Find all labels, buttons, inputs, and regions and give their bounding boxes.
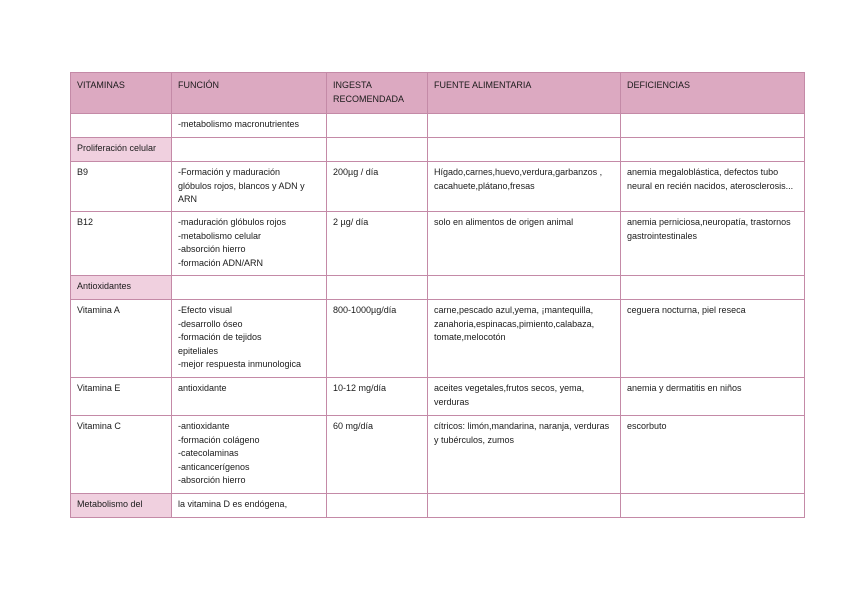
- section-label: Antioxidantes: [71, 276, 172, 300]
- cell-ingesta: 60 mg/día: [327, 416, 428, 494]
- empty-cell: [428, 494, 621, 518]
- funcion-line: -formación ADN/ARN: [178, 257, 264, 268]
- funcion-line: -anticancerígenos: [178, 461, 250, 472]
- table-header-row: [71, 73, 805, 114]
- cell-funcion: [172, 300, 327, 378]
- cell-vitamina: B9: [71, 162, 172, 212]
- cell-ingesta: 800-1000µg/día: [327, 300, 428, 378]
- cell-fuente: carne,pescado azul,yema, ¡mantequilla, zanahoria,espinacas,pimiento,calabaza, tomate,melocotón: [428, 300, 621, 378]
- funcion-line: epiteliales: [178, 345, 219, 356]
- section-label: Proliferación celular: [71, 138, 172, 162]
- cell-ingesta: 10-12 mg/día: [327, 378, 428, 416]
- cell-vitamina: Vitamina A: [71, 300, 172, 378]
- cell-funcion: [172, 416, 327, 494]
- funcion-line: -absorción hierro: [178, 475, 246, 485]
- table-row: [71, 416, 805, 494]
- section-row: [71, 494, 805, 518]
- vitamins-table: [70, 72, 805, 518]
- table-row: [71, 114, 805, 138]
- cell-funcion: [172, 162, 327, 212]
- cell-deficiencias: ceguera nocturna, piel reseca: [621, 300, 805, 378]
- table-row: [71, 212, 805, 276]
- funcion-line: -absorción hierro: [178, 244, 246, 254]
- cell-vitamina: Vitamina C: [71, 416, 172, 494]
- section-row: [71, 138, 805, 162]
- header-ingesta: INGESTA RECOMENDADA: [327, 73, 428, 114]
- empty-cell: [327, 138, 428, 162]
- header-vitaminas: VITAMINAS: [71, 73, 172, 114]
- funcion-line: glóbulos rojos, blancos y ADN y: [178, 180, 305, 191]
- cell-deficiencias: anemia perniciosa,neuropatía, trastornos gastrointestinales: [621, 212, 805, 276]
- funcion-line: -formación de tejidos: [178, 332, 262, 342]
- funcion-line: ARN: [178, 194, 198, 204]
- cell-funcion: [172, 114, 327, 138]
- funcion-line: -catecolaminas: [178, 448, 239, 458]
- cell-vitamina: Vitamina E: [71, 378, 172, 416]
- empty-cell: [327, 276, 428, 300]
- funcion-line: -formación colágeno: [178, 434, 260, 445]
- funcion-line: -metabolismo macronutrientes: [178, 119, 300, 129]
- empty-cell: [621, 276, 805, 300]
- funcion-line: -desarrollo óseo: [178, 318, 243, 329]
- table-row: [71, 378, 805, 416]
- funcion-line: -Efecto visual: [178, 305, 233, 315]
- empty-cell: [172, 138, 327, 162]
- cell-vitamina: [71, 114, 172, 138]
- empty-cell: [621, 138, 805, 162]
- header-deficiencias: DEFICIENCIAS: [621, 73, 805, 114]
- empty-cell: [621, 494, 805, 518]
- cell-deficiencias: anemia y dermatitis en niños: [621, 378, 805, 416]
- cell-funcion: [172, 494, 327, 518]
- header-funcion: FUNCIÓN: [172, 73, 327, 114]
- header-fuente: FUENTE ALIMENTARIA: [428, 73, 621, 114]
- cell-fuente: cítricos: limón,mandarina, naranja, verduras y tubérculos, zumos: [428, 416, 621, 494]
- cell-fuente: Hígado,carnes,huevo,verdura,garbanzos , cacahuete,plátano,fresas: [428, 162, 621, 212]
- table-row: [71, 300, 805, 378]
- cell-funcion: [172, 378, 327, 416]
- funcion-line: -Formación y maduración: [178, 167, 281, 177]
- funcion-line: antioxidante: [178, 383, 227, 393]
- empty-cell: [428, 138, 621, 162]
- section-label: Metabolismo del: [71, 494, 172, 518]
- table-row: [71, 162, 805, 212]
- funcion-line: la vitamina D es endógena,: [178, 499, 288, 509]
- cell-deficiencias: escorbuto: [621, 416, 805, 494]
- cell-funcion: [172, 212, 327, 276]
- cell-vitamina: B12: [71, 212, 172, 276]
- cell-deficiencias: [621, 114, 805, 138]
- funcion-line: -antioxidante: [178, 421, 230, 431]
- cell-ingesta: 200µg / día: [327, 162, 428, 212]
- section-row: [71, 276, 805, 300]
- cell-ingesta: [327, 114, 428, 138]
- cell-fuente: aceites vegetales,frutos secos, yema, verduras: [428, 378, 621, 416]
- funcion-line: -mejor respuesta inmunologica: [178, 359, 302, 369]
- cell-fuente: [428, 114, 621, 138]
- empty-cell: [327, 494, 428, 518]
- cell-deficiencias: anemia megaloblástica, defectos tubo neural en recién nacidos, aterosclerosis...: [621, 162, 805, 212]
- funcion-line: -maduración glóbulos rojos: [178, 217, 287, 227]
- cell-ingesta: 2 µg/ día: [327, 212, 428, 276]
- empty-cell: [428, 276, 621, 300]
- funcion-line: -metabolismo celular: [178, 230, 262, 241]
- cell-fuente: solo en alimentos de origen animal: [428, 212, 621, 276]
- empty-cell: [172, 276, 327, 300]
